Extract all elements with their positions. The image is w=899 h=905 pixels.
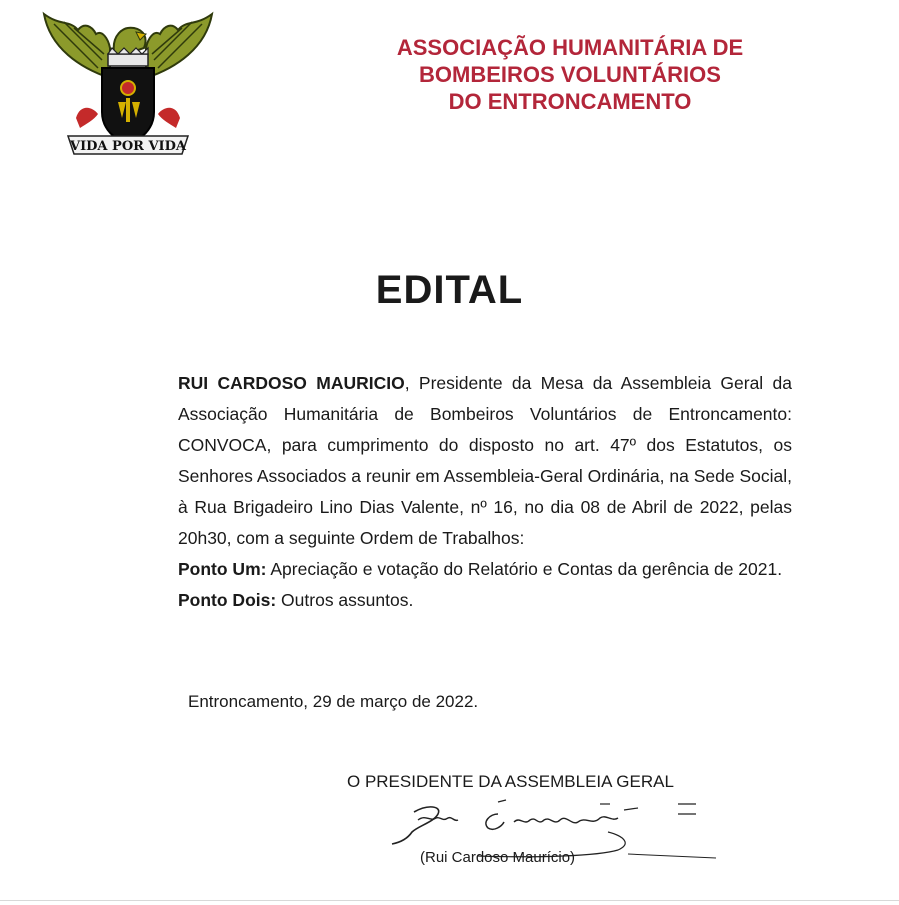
- signature-title: O PRESIDENTE DA ASSEMBLEIA GERAL: [347, 772, 674, 791]
- president-name: RUI CARDOSO MAURICIO: [178, 373, 405, 393]
- page-edge-divider: [0, 900, 899, 901]
- org-line-3: DO ENTRONCAMENTO: [448, 89, 692, 114]
- agenda-point-two: [178, 585, 792, 616]
- convocation-paragraph: [178, 368, 792, 554]
- document-title: EDITAL: [375, 268, 524, 312]
- org-line-1: ASSOCIAÇÃO HUMANITÁRIA DE: [396, 35, 744, 60]
- document-body: [178, 368, 792, 616]
- convocation-text: , Presidente da Mesa da Assembleia Geral da Associação Humanitária de Bombeiros Voluntários de Entroncamento: CONVOCA, para cumprimento do disposto no art. 47º dos Estatutos, os Senhores Associados a reunir em Assembleia-Geral Ordinária, na Sede Social, à Rua Brigadeiro Lino Dias Valente, nº 16, no dia 08 de Abril de 2022, pelas 20h30, com a seguinte Ordem de Trabalhos:: [178, 373, 792, 548]
- point-two-label: Ponto Dois:: [178, 590, 277, 610]
- org-line-2: BOMBEIROS VOLUNTÁRIOS: [419, 62, 721, 87]
- agenda-point-one: [178, 554, 792, 585]
- point-two-text: Outros assuntos.: [276, 590, 414, 610]
- point-one-text: Apreciação e votação do Relatório e Contas da gerência de 2021.: [266, 559, 783, 579]
- point-one-label: Ponto Um:: [178, 559, 267, 579]
- signatory-name: (Rui Cardoso Maurício): [420, 849, 576, 866]
- date-line: Entroncamento, 29 de março de 2022.: [188, 692, 479, 711]
- fire-brigade-emblem: [40, 8, 216, 164]
- organization-name: [350, 34, 790, 115]
- emblem-motto: VIDA POR VIDA: [69, 139, 187, 154]
